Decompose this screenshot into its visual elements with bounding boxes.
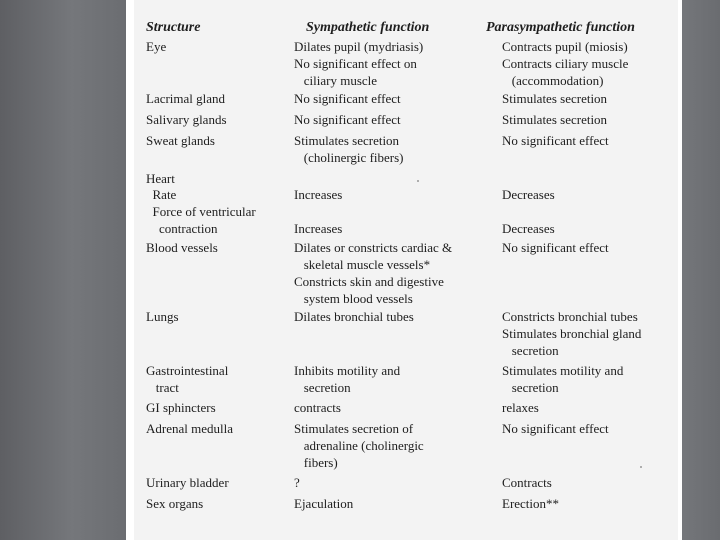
sympathetic-text: contracts bbox=[294, 400, 341, 415]
structure-cell bbox=[146, 495, 203, 512]
parasympathetic-cell bbox=[502, 203, 555, 237]
sympathetic-text: skeletal muscle vessels* bbox=[294, 257, 431, 272]
sympathetic-text: Dilates bronchial tubes bbox=[294, 309, 414, 324]
parasympathetic-cell bbox=[502, 399, 539, 416]
structure-cell bbox=[146, 38, 166, 55]
parasympathetic-cell bbox=[502, 362, 623, 396]
structure-cell bbox=[146, 239, 218, 256]
sympathetic-cell bbox=[294, 362, 400, 396]
sympathetic-cell bbox=[294, 495, 353, 512]
parasympathetic-text: Stimulates secretion bbox=[502, 112, 608, 127]
header-sympathetic: Sympathetic function bbox=[306, 20, 430, 35]
sympathetic-cell bbox=[294, 90, 401, 107]
slide-page bbox=[126, 0, 682, 540]
structure-text: Gastrointestinal bbox=[146, 363, 229, 378]
parasympathetic-text: Constricts bronchial tubes bbox=[502, 309, 638, 324]
sympathetic-text: adrenaline (cholinergic bbox=[294, 438, 424, 453]
structure-text: Blood vessels bbox=[146, 240, 218, 255]
structure-cell bbox=[146, 170, 175, 187]
sympathetic-text: Increases bbox=[294, 221, 343, 236]
structure-text: Salivary glands bbox=[146, 112, 227, 127]
structure-text: Lacrimal gland bbox=[146, 91, 226, 106]
sympathetic-text: ciliary muscle bbox=[294, 73, 378, 88]
parasympathetic-text: Stimulates secretion bbox=[502, 91, 608, 106]
parasympathetic-text: Decreases bbox=[502, 187, 555, 202]
sympathetic-cell bbox=[294, 474, 300, 491]
structure-cell bbox=[146, 90, 225, 107]
parasympathetic-text: Contracts ciliary muscle bbox=[502, 56, 629, 71]
structure-cell bbox=[146, 308, 179, 325]
sympathetic-text: Constricts skin and digestive bbox=[294, 274, 444, 289]
sympathetic-text: No significant effect bbox=[294, 91, 401, 106]
structure-text: contraction bbox=[146, 221, 218, 236]
structure-cell bbox=[146, 399, 216, 416]
parasympathetic-text: Contracts bbox=[502, 475, 552, 490]
structure-text: tract bbox=[146, 380, 179, 395]
parasympathetic-text: Stimulates bronchial gland bbox=[502, 326, 642, 341]
structure-cell bbox=[146, 132, 215, 149]
sympathetic-text bbox=[294, 203, 342, 220]
parasympathetic-text: (accommodation) bbox=[502, 73, 604, 88]
scan-speck bbox=[417, 180, 419, 182]
function-table bbox=[134, 0, 678, 540]
structure-cell bbox=[146, 111, 227, 128]
parasympathetic-text: relaxes bbox=[502, 400, 539, 415]
sympathetic-cell bbox=[294, 38, 423, 89]
sympathetic-cell bbox=[294, 186, 342, 203]
parasympathetic-cell bbox=[502, 495, 559, 512]
structure-cell bbox=[146, 186, 176, 203]
parasympathetic-cell bbox=[502, 132, 609, 149]
sympathetic-text: Stimulates secretion of bbox=[294, 421, 414, 436]
parasympathetic-text: No significant effect bbox=[502, 240, 609, 255]
sympathetic-text: Stimulates secretion bbox=[294, 133, 400, 148]
structure-cell bbox=[146, 203, 256, 237]
sympathetic-cell bbox=[294, 111, 401, 128]
structure-text: Heart bbox=[146, 171, 175, 186]
parasympathetic-text: Decreases bbox=[502, 221, 555, 236]
scan-speck bbox=[640, 466, 642, 468]
sympathetic-text: Ejaculation bbox=[294, 496, 354, 511]
parasympathetic-cell bbox=[502, 420, 609, 437]
structure-text: Urinary bladder bbox=[146, 475, 229, 490]
structure-cell bbox=[146, 420, 233, 437]
parasympathetic-text: secretion bbox=[502, 343, 559, 358]
sympathetic-text: No significant effect bbox=[294, 112, 401, 127]
parasympathetic-text: secretion bbox=[502, 380, 559, 395]
parasympathetic-cell bbox=[502, 90, 607, 107]
structure-cell bbox=[146, 362, 228, 396]
structure-text: Rate bbox=[146, 187, 177, 202]
structure-text: Eye bbox=[146, 39, 167, 54]
header-structure: Structure bbox=[146, 20, 201, 35]
sympathetic-text: No significant effect on bbox=[294, 56, 417, 71]
sympathetic-text: Inhibits motility and bbox=[294, 363, 401, 378]
parasympathetic-text bbox=[502, 203, 555, 220]
parasympathetic-cell bbox=[502, 308, 641, 359]
structure-cell bbox=[146, 474, 229, 491]
sympathetic-cell bbox=[294, 308, 414, 325]
parasympathetic-cell bbox=[502, 186, 555, 203]
structure-text: Force of ventricular bbox=[146, 204, 256, 219]
parasympathetic-cell bbox=[502, 239, 609, 256]
structure-text: GI sphincters bbox=[146, 400, 216, 415]
sympathetic-text: Dilates or constricts cardiac & bbox=[294, 240, 453, 255]
sympathetic-text: system blood vessels bbox=[294, 291, 413, 306]
sympathetic-cell bbox=[294, 399, 341, 416]
structure-text: Sweat glands bbox=[146, 133, 215, 148]
parasympathetic-text: Stimulates motility and bbox=[502, 363, 624, 378]
sympathetic-cell bbox=[294, 203, 342, 237]
header-parasympathetic: Parasympathetic function bbox=[486, 20, 635, 35]
parasympathetic-text: Erection** bbox=[502, 496, 560, 511]
parasympathetic-text: Contracts pupil (miosis) bbox=[502, 39, 628, 54]
parasympathetic-text: No significant effect bbox=[502, 421, 609, 436]
sympathetic-text: fibers) bbox=[294, 455, 338, 470]
structure-text: Sex organs bbox=[146, 496, 204, 511]
sympathetic-text: ? bbox=[294, 475, 300, 490]
sympathetic-text: Dilates pupil (mydriasis) bbox=[294, 39, 424, 54]
parasympathetic-text: No significant effect bbox=[502, 133, 609, 148]
structure-text: Lungs bbox=[146, 309, 179, 324]
sympathetic-cell bbox=[294, 239, 452, 307]
sympathetic-text: Increases bbox=[294, 187, 343, 202]
structure-text: Adrenal medulla bbox=[146, 421, 233, 436]
parasympathetic-cell bbox=[502, 111, 607, 128]
sympathetic-cell bbox=[294, 420, 424, 471]
sympathetic-text: (cholinergic fibers) bbox=[294, 150, 404, 165]
sympathetic-cell bbox=[294, 132, 404, 166]
parasympathetic-cell bbox=[502, 474, 552, 491]
sympathetic-text: secretion bbox=[294, 380, 351, 395]
parasympathetic-cell bbox=[502, 38, 628, 89]
